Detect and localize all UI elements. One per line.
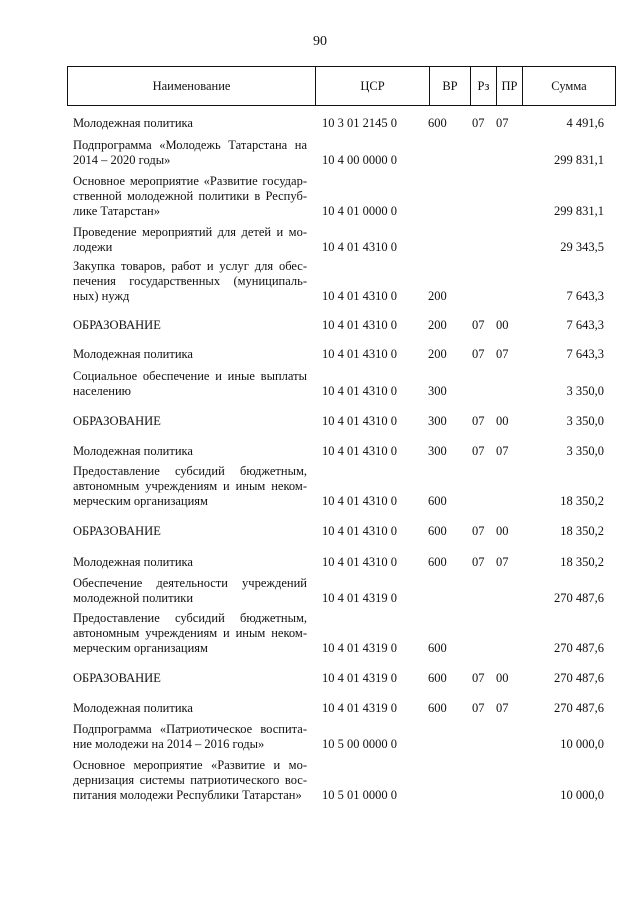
row-pr: 00 — [496, 524, 509, 538]
row-name: Молодежная политика — [73, 116, 193, 130]
row-pr: 07 — [496, 116, 509, 130]
table-row — [0, 116, 640, 131]
table-row — [0, 414, 640, 429]
row-pr: 07 — [496, 701, 509, 715]
row-name: ОБРАЗОВАНИЕ — [73, 671, 161, 685]
table-row — [0, 318, 640, 333]
row-csr: 10 5 00 0000 0 — [322, 737, 397, 751]
table-row — [0, 524, 640, 539]
row-sum: 7 643,3 — [566, 289, 604, 303]
header-vr: ВР — [430, 67, 471, 106]
row-rz: 07 — [472, 444, 485, 458]
row-name: ОБРАЗОВАНИЕ — [73, 524, 161, 538]
row-sum: 299 831,1 — [554, 153, 604, 167]
table-row — [0, 464, 640, 509]
row-name: Основное мероприятие «Развитие и модернизация системы патриотического воспитания молодежи Республики Татарстан» — [73, 758, 307, 802]
row-sum: 18 350,2 — [560, 555, 604, 569]
row-csr: 10 4 01 4310 0 — [322, 555, 397, 569]
row-name: Основное мероприятие «Развитие государственной молодежной политики в Республике Татарстан» — [73, 174, 307, 218]
table-row — [0, 444, 640, 459]
row-sum: 18 350,2 — [560, 524, 604, 538]
row-sum: 18 350,2 — [560, 494, 604, 508]
table-row — [0, 555, 640, 570]
row-rz: 07 — [472, 414, 485, 428]
row-pr: 07 — [496, 444, 509, 458]
row-vr: 600 — [428, 116, 447, 130]
row-rz: 07 — [472, 701, 485, 715]
row-rz: 07 — [472, 555, 485, 569]
table-row — [0, 611, 640, 656]
row-pr: 00 — [496, 318, 509, 332]
header-sum: Сумма — [523, 67, 616, 106]
row-sum: 270 487,6 — [554, 671, 604, 685]
table-row — [0, 758, 640, 803]
table-row — [0, 225, 640, 255]
row-sum: 29 343,5 — [560, 240, 604, 254]
row-name: Подпрограмма «Патриотическое воспитание молодежи на 2014 – 2016 годы» — [73, 722, 307, 751]
row-csr: 10 4 01 4319 0 — [322, 671, 397, 685]
row-csr: 10 4 01 4319 0 — [322, 591, 397, 605]
row-csr: 10 4 01 4319 0 — [322, 641, 397, 655]
row-sum: 299 831,1 — [554, 204, 604, 218]
row-vr: 300 — [428, 444, 447, 458]
row-name: Молодежная политика — [73, 444, 193, 458]
row-sum: 10 000,0 — [560, 788, 604, 802]
row-name: Подпрограмма «Молодежь Татарстана на 2014 – 2020 годы» — [73, 138, 307, 167]
row-csr: 10 4 01 4310 0 — [322, 289, 397, 303]
table-row — [0, 671, 640, 686]
page-number: 90 — [313, 34, 327, 49]
row-sum: 3 350,0 — [566, 444, 604, 458]
row-pr: 07 — [496, 347, 509, 361]
row-csr: 10 4 01 4319 0 — [322, 701, 397, 715]
row-vr: 600 — [428, 524, 447, 538]
row-csr: 10 4 00 0000 0 — [322, 153, 397, 167]
row-sum: 7 643,3 — [566, 347, 604, 361]
table-header — [67, 66, 616, 106]
row-pr: 00 — [496, 414, 509, 428]
header-pr: ПР — [497, 67, 523, 106]
row-csr: 10 3 01 2145 0 — [322, 116, 397, 130]
row-rz: 07 — [472, 116, 485, 130]
row-name: ОБРАЗОВАНИЕ — [73, 318, 161, 332]
row-csr: 10 4 01 4310 0 — [322, 524, 397, 538]
row-csr: 10 4 01 0000 0 — [322, 204, 397, 218]
row-csr: 10 4 01 4310 0 — [322, 414, 397, 428]
row-vr: 200 — [428, 347, 447, 361]
row-sum: 3 350,0 — [566, 384, 604, 398]
row-rz: 07 — [472, 524, 485, 538]
row-csr: 10 4 01 4310 0 — [322, 318, 397, 332]
row-name: Предоставление субсидий бюджетным, автономным учреждениям и иным некоммерческим организациям — [73, 464, 307, 508]
row-vr: 300 — [428, 414, 447, 428]
row-sum: 270 487,6 — [554, 591, 604, 605]
row-name: Социальное обеспечение и иные выплаты населению — [73, 369, 307, 398]
row-rz: 07 — [472, 671, 485, 685]
row-sum: 270 487,6 — [554, 641, 604, 655]
header-csr: ЦСР — [316, 67, 430, 106]
row-sum: 4 491,6 — [566, 116, 604, 130]
row-vr: 200 — [428, 318, 447, 332]
row-sum: 10 000,0 — [560, 737, 604, 751]
row-name: Обеспечение деятельности учреждений молодежной политики — [73, 576, 307, 605]
table-row — [0, 138, 640, 168]
row-name: Проведение мероприятий для детей и молодежи — [73, 225, 307, 254]
header-name: Наименование — [68, 67, 316, 106]
row-name: Молодежная политика — [73, 701, 193, 715]
row-sum: 7 643,3 — [566, 318, 604, 332]
row-vr: 300 — [428, 384, 447, 398]
table-row — [0, 174, 640, 219]
row-sum: 3 350,0 — [566, 414, 604, 428]
header-rz: Рз — [471, 67, 497, 106]
row-vr: 600 — [428, 494, 447, 508]
row-name: Предоставление субсидий бюджетным, автономным учреждениям и иным некоммерческим организациям — [73, 611, 307, 655]
row-sum: 270 487,6 — [554, 701, 604, 715]
row-pr: 07 — [496, 555, 509, 569]
row-name: Молодежная политика — [73, 555, 193, 569]
table-row — [0, 701, 640, 716]
row-vr: 600 — [428, 671, 447, 685]
row-vr: 600 — [428, 641, 447, 655]
row-csr: 10 4 01 4310 0 — [322, 494, 397, 508]
table-row — [0, 369, 640, 399]
row-name: Молодежная политика — [73, 347, 193, 361]
row-csr: 10 4 01 4310 0 — [322, 384, 397, 398]
table-row — [0, 722, 640, 752]
row-csr: 10 4 01 4310 0 — [322, 240, 397, 254]
row-vr: 200 — [428, 289, 447, 303]
row-rz: 07 — [472, 347, 485, 361]
row-vr: 600 — [428, 555, 447, 569]
row-csr: 10 4 01 4310 0 — [322, 347, 397, 361]
row-vr: 600 — [428, 701, 447, 715]
table-row — [0, 576, 640, 606]
row-csr: 10 4 01 4310 0 — [322, 444, 397, 458]
table-row — [0, 259, 640, 304]
row-pr: 00 — [496, 671, 509, 685]
row-rz: 07 — [472, 318, 485, 332]
row-csr: 10 5 01 0000 0 — [322, 788, 397, 802]
table-row — [0, 347, 640, 362]
row-name: Закупка товаров, работ и услуг для обеспечения государственных (муниципальных) нужд — [73, 259, 307, 303]
row-name: ОБРАЗОВАНИЕ — [73, 414, 161, 428]
